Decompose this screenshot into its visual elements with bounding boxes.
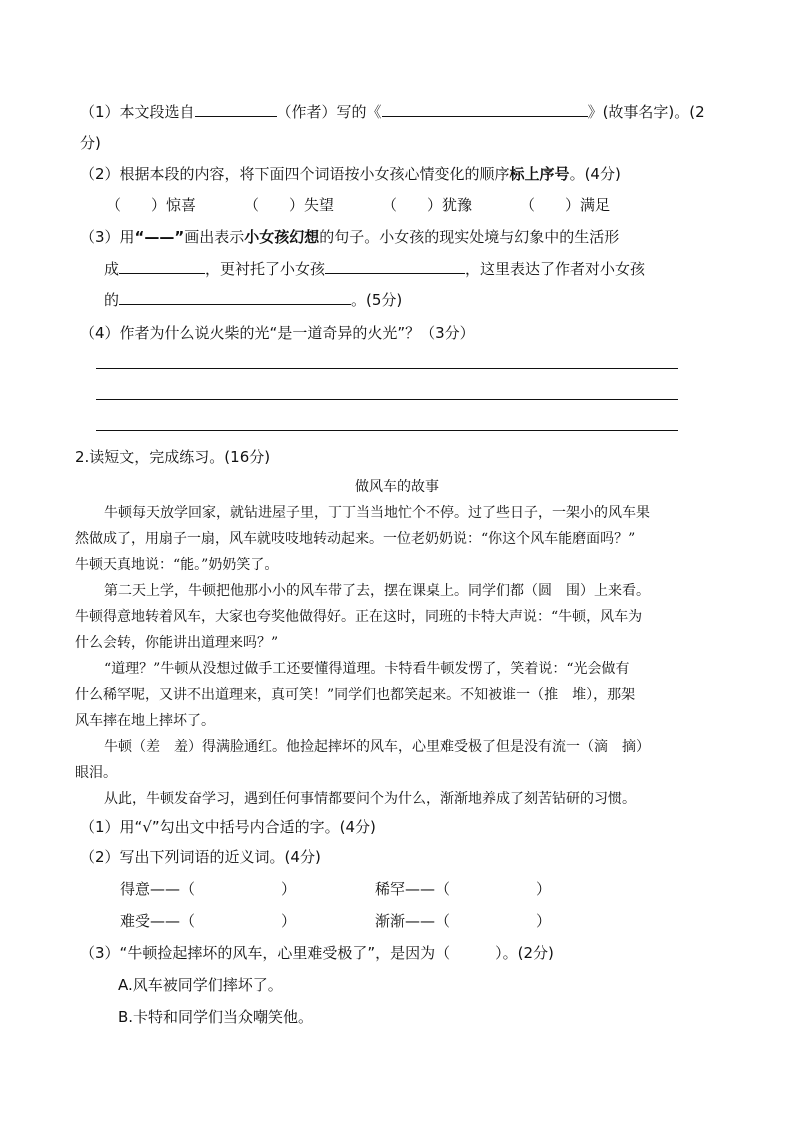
answer-line[interactable] [96,399,678,400]
q3-mid: 画出表示 [184,228,245,246]
q3-suffix: 的句子。小女孩的现实处境与幻象中的生活形 [319,228,620,246]
q1-story-blank[interactable] [382,101,588,117]
q3-line2 [104,258,645,280]
q2-option[interactable]: （ ）犹豫 [382,196,473,214]
q3-blank-1[interactable] [119,258,205,274]
q1-prefix: （1）本文段选自 [80,103,195,121]
q1-author-blank[interactable] [195,101,277,117]
q2-suffix: 。(4分) [569,165,621,183]
q1-line [80,101,705,123]
q2-option[interactable]: （ ）满足 [520,196,611,214]
option-a[interactable]: A.风车被同学们摔坏了。 [118,976,283,994]
q1-mid: （作者）写的《 [276,103,382,121]
answer-line[interactable] [96,368,678,369]
story-line: 牛顿得意地转着风车，大家也夸奖他做得好。正在这时，同班的卡特大声说：“牛顿，风车为 [75,609,643,625]
q4-line: （4）作者为什么说火柴的光“是一道奇异的火光”？（3分） [80,324,475,342]
q3-bold: 小女孩幻想 [244,228,320,246]
story-line: 风车摔在地上摔坏了。 [75,713,215,729]
story-line: 牛顿每天放学回家，就钻进屋子里，丁丁当当地忙个不停。过了些日子，一架小的风车果 [104,505,650,521]
story-line: 什么稀罕呢，又讲不出道理来，真可笑！”同学们也都笑起来。不知被谁一（推 堆），那架 [75,687,636,703]
part2-heading: 2.读短文，完成练习。(16分) [75,448,271,466]
p2-q3: （3）“牛顿捡起摔坏的风车，心里难受极了”，是因为（ ）。(2分) [80,944,554,962]
story-line: 什么会转，你能讲出道理来吗？” [75,635,279,651]
q1-cont: 分) [80,134,101,152]
q3-line2-a: 成 [104,260,120,278]
q2-options [106,194,610,216]
q3-blank-3[interactable] [119,289,351,305]
story-line: 第二天上学，牛顿把他那小小的风车带了去，摆在课桌上。同学们都（圆 围）上来看。 [104,583,650,599]
story-title: 做风车的故事 [355,479,439,495]
q3-mark: “——” [134,228,185,246]
q1-suffix: 》(故事名字)。(2 [587,103,705,121]
synonym-item[interactable]: 难受——（ ） [120,912,297,930]
q3-line3-a: 的 [104,291,120,309]
q3-line2-b: ，更衬托了小女孩 [205,260,326,278]
q3-blank-2[interactable] [325,258,465,274]
synonym-item[interactable]: 稀罕——（ ） [375,880,552,898]
q3-line [80,226,619,248]
answer-line[interactable] [96,430,678,431]
story-line: 牛顿天真地说：“能。”奶奶笑了。 [75,557,279,573]
p2-q2: （2）写出下列词语的近义词。(4分) [80,848,321,866]
option-b[interactable]: B.卡特和同学们当众嘲笑他。 [118,1008,314,1026]
story-line: 从此，牛顿发奋学习，遇到任何事情都要问个为什么，渐渐地养成了刻苦钻研的习惯。 [104,791,636,807]
q2-option[interactable]: （ ）惊喜 [106,196,197,214]
q2-bold: 标上序号 [509,165,570,183]
q2-option[interactable]: （ ）失望 [244,196,335,214]
synonym-item[interactable]: 得意——（ ） [120,880,297,898]
q3-line3-b: 。(5分) [351,291,403,309]
q3-line3 [104,289,402,311]
q3-prefix: （3）用 [80,228,135,246]
q3-line2-c: ，这里表达了作者对小女孩 [465,260,646,278]
synonym-item[interactable]: 渐渐——（ ） [375,912,552,930]
story-line: 眼泪。 [75,765,117,781]
story-line: “道理？”牛顿从没想过做手工还要懂得道理。卡特看牛顿发愣了，笑着说：“光会做有 [104,661,630,677]
q2-prefix: （2）根据本段的内容，将下面四个词语按小女孩心情变化的顺序 [80,165,510,183]
q2-line [80,163,621,185]
p2-q1: （1）用“√”勾出文中括号内合适的字。(4分) [80,818,376,836]
story-line: 然做成了，用扇子一扇，风车就吱吱地转动起来。一位老奶奶说：“你这个风车能磨面吗？” [75,531,636,547]
story-line: 牛顿（差 羞）得满脸通红。他捡起摔坏的风车，心里难受极了但是没有流一（滴 摘） [104,739,650,755]
